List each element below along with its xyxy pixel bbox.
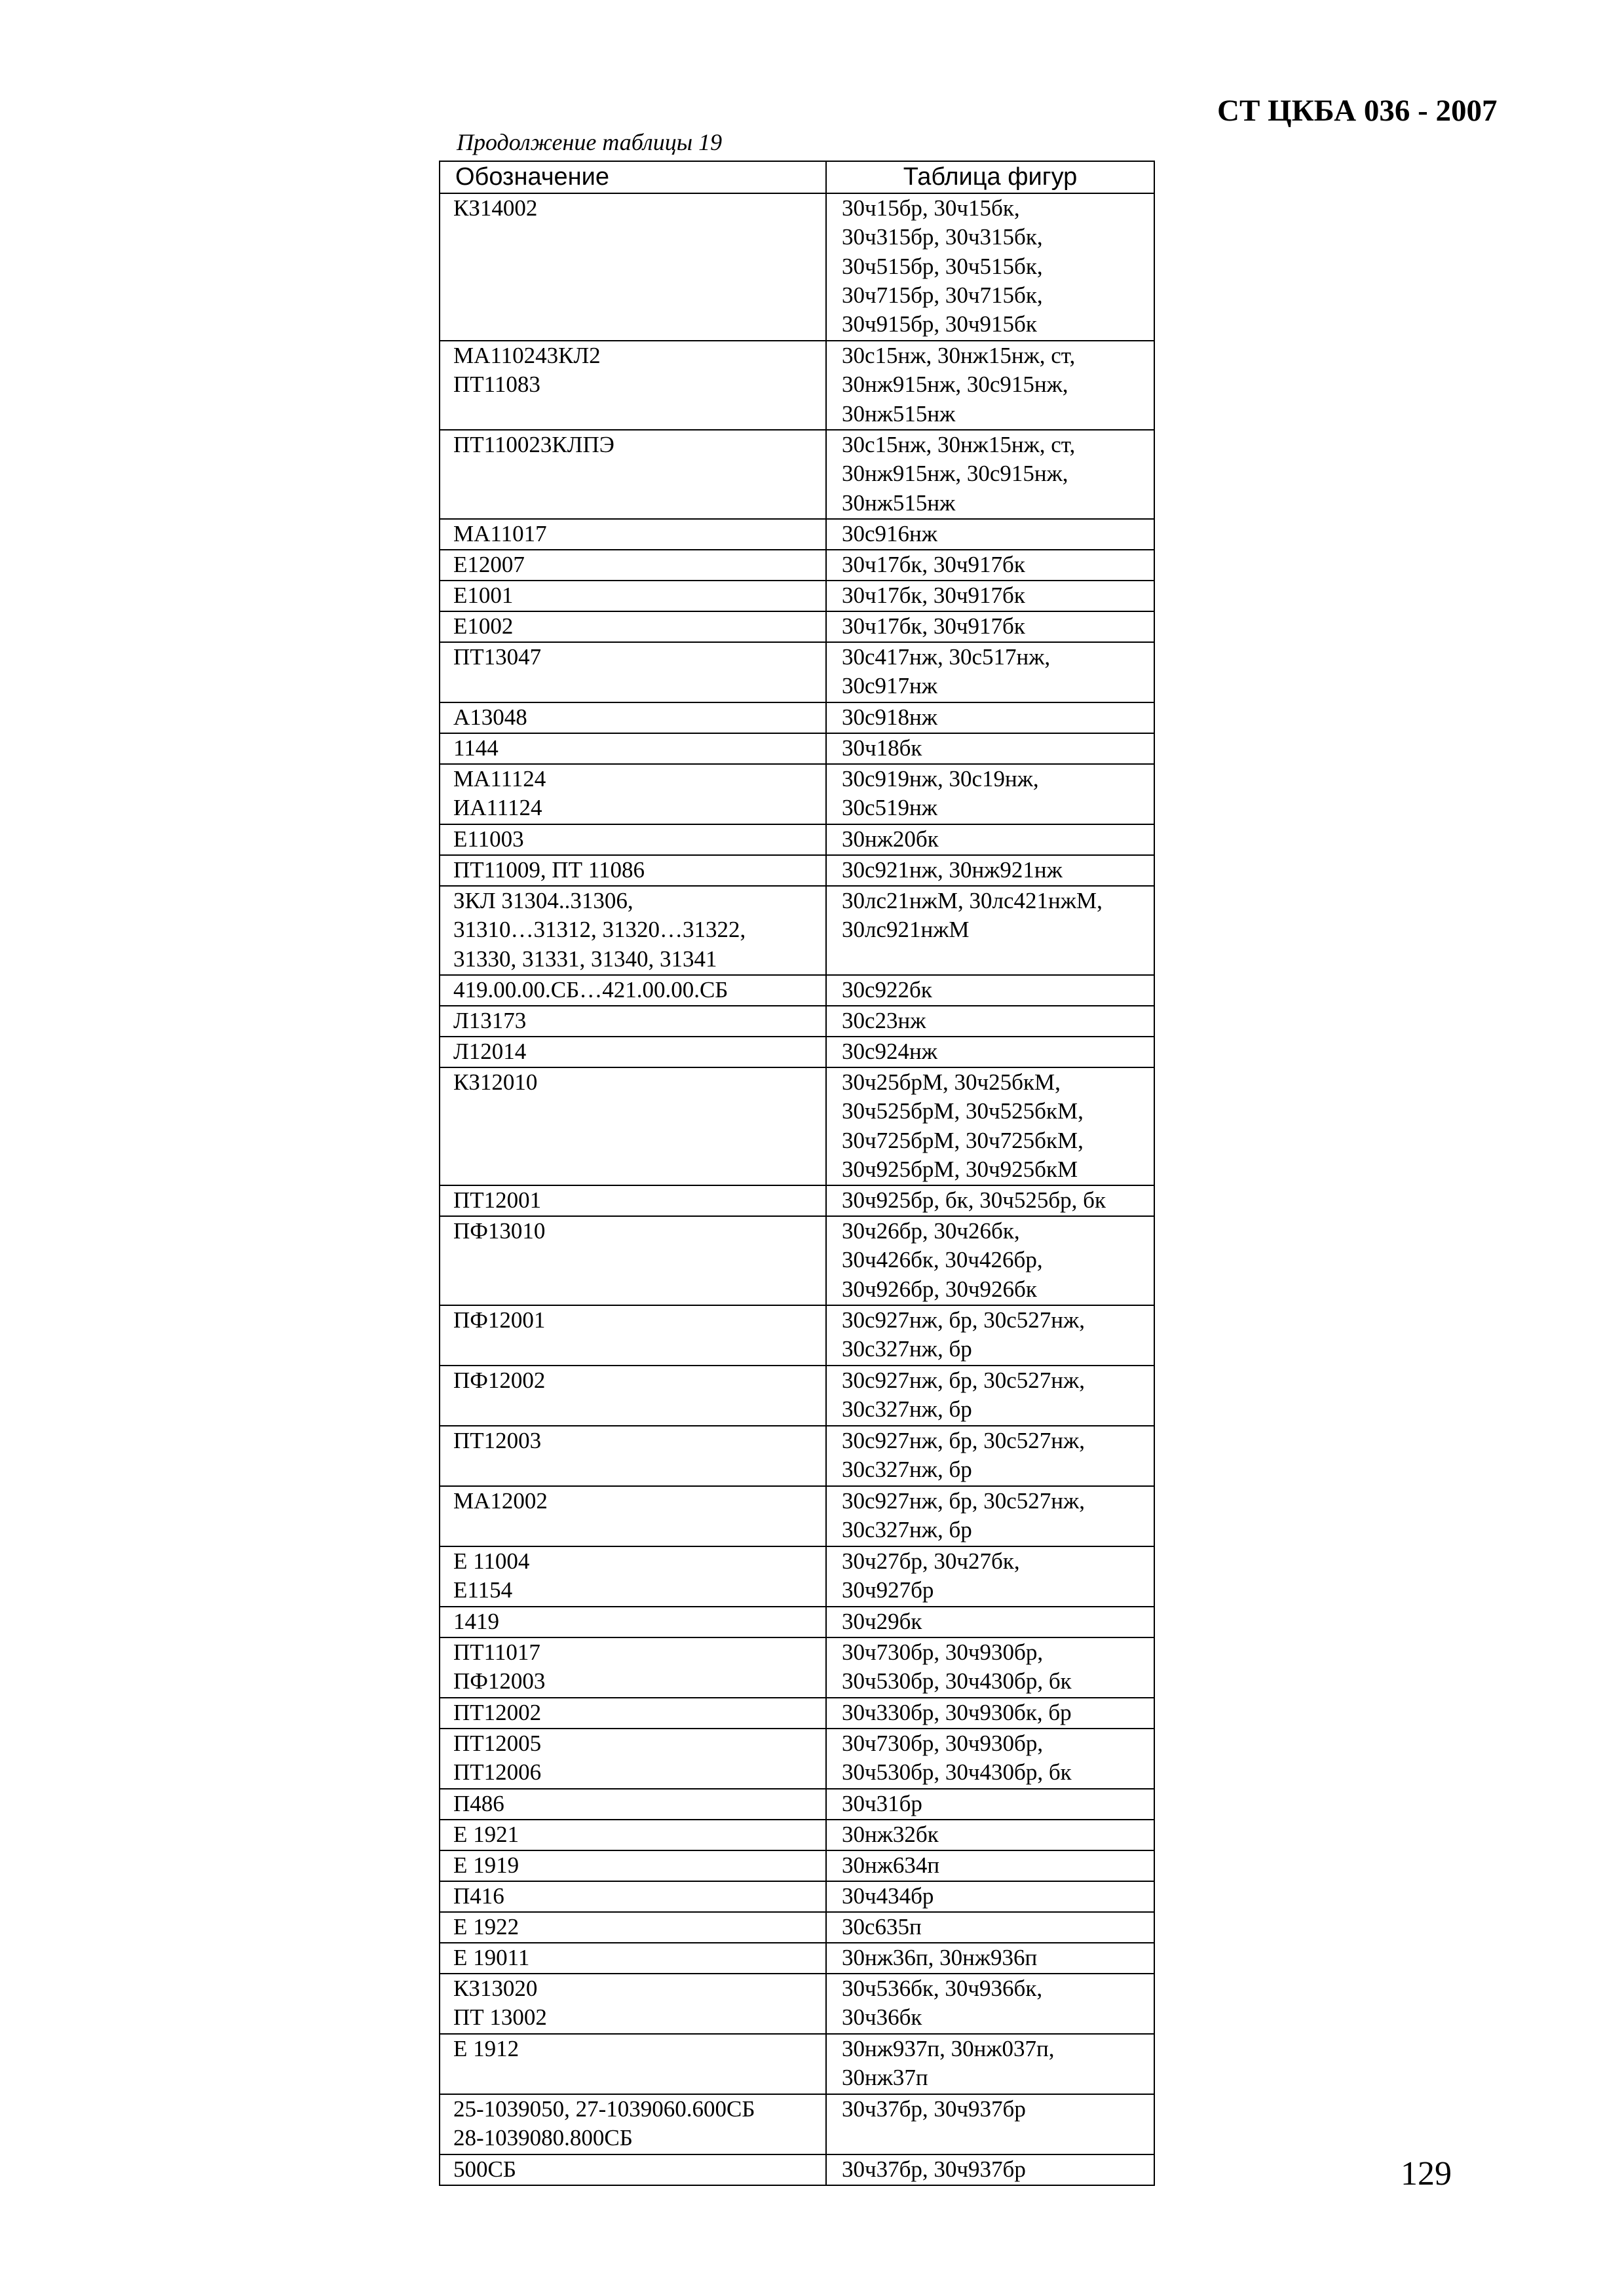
figures-text: 30нж36п, 30нж936п xyxy=(842,1945,1038,1970)
figures-cell xyxy=(826,1881,1154,1912)
figures-text: 30ч730бр, 30ч930бр, xyxy=(842,1639,1044,1665)
table-row xyxy=(440,1850,1154,1881)
table-row xyxy=(440,1912,1154,1943)
designation-text: 31310…31312, 31320…31322, xyxy=(453,917,746,943)
figures-cell xyxy=(826,193,1154,341)
figures-text: 30ч536бк, 30ч936бк, xyxy=(842,1976,1043,2001)
table-row xyxy=(440,1943,1154,1974)
figures-cell xyxy=(826,581,1154,611)
table-row xyxy=(440,193,1154,341)
designation-cell xyxy=(440,1486,826,1546)
figures-text: 30ч434бр xyxy=(842,1883,934,1909)
figures-text: 30ч31бр xyxy=(842,1791,922,1816)
designation-text: 1419 xyxy=(453,1609,499,1634)
designation-text: Е 11004 xyxy=(453,1548,530,1574)
table-row xyxy=(440,550,1154,581)
table-row xyxy=(440,1037,1154,1067)
figures-text: 30с519нж xyxy=(842,795,937,821)
figures-text: 30ч530бр, 30ч430бр, бк xyxy=(842,1668,1072,1694)
figures-text: 30лс21нжМ, 30лс421нжМ, xyxy=(842,888,1103,913)
figures-cell xyxy=(826,1426,1154,1486)
designation-text: Е 1922 xyxy=(453,1914,519,1940)
figures-text: 30с15нж, 30нж15нж, ст, xyxy=(842,432,1076,457)
figures-text: 30с916нж xyxy=(842,521,937,546)
figures-cell xyxy=(826,1820,1154,1850)
figures-cell xyxy=(826,886,1154,975)
designation-text: ПТ11083 xyxy=(453,372,540,398)
designation-cell xyxy=(440,1974,826,2034)
designation-text: 500СБ xyxy=(453,2156,516,2182)
figures-cell xyxy=(826,1305,1154,1366)
column-header-figures: Таблица фигур xyxy=(826,161,1154,193)
figures-text: 30с917нж xyxy=(842,673,937,699)
designation-text: Л13173 xyxy=(453,1008,527,1033)
designation-cell xyxy=(440,1006,826,1037)
figures-cell xyxy=(826,1637,1154,1698)
designation-cell xyxy=(440,581,826,611)
figures-text: 30с327нж, бр xyxy=(842,1457,972,1483)
table-row xyxy=(440,1607,1154,1637)
designation-text: Е1154 xyxy=(453,1577,513,1603)
figures-text: 30ч37бр, 30ч937бр xyxy=(842,2096,1026,2122)
table-row xyxy=(440,1185,1154,1216)
figures-text: 30нж515нж xyxy=(842,489,956,516)
figures-text: 30ч26бр, 30ч26бк, xyxy=(842,1218,1020,1244)
figures-cell xyxy=(826,1006,1154,1037)
designation-text: Е1001 xyxy=(453,583,514,608)
designation-cell xyxy=(440,975,826,1006)
table-row xyxy=(440,764,1154,824)
table-row xyxy=(440,581,1154,611)
designation-text: МА110243КЛ2 xyxy=(453,343,601,368)
table-row xyxy=(440,733,1154,764)
table-body xyxy=(440,193,1154,2185)
designation-cell xyxy=(440,1943,826,1974)
figures-text: 30ч18бк xyxy=(842,735,922,761)
designation-text: Е11003 xyxy=(453,826,524,852)
figures-cell xyxy=(826,2034,1154,2094)
figures-text: 30ч515бр, 30ч515бк, xyxy=(842,253,1043,279)
figures-text: 30лс921нжМ xyxy=(842,917,970,943)
table-row xyxy=(440,519,1154,550)
figures-text: 30с918нж xyxy=(842,704,937,730)
figures-cell xyxy=(826,1943,1154,1974)
figures-cell xyxy=(826,1607,1154,1637)
figures-text: 30ч530бр, 30ч430бр, бк xyxy=(842,1759,1072,1786)
figures-text: 30нж915нж, 30с915нж, xyxy=(842,461,1068,487)
figures-text: 30с15нж, 30нж15нж, ст, xyxy=(842,343,1076,368)
figures-text: 30ч29бк xyxy=(842,1609,922,1634)
figures-text: 30ч715бр, 30ч715бк, xyxy=(842,282,1043,308)
designation-cell xyxy=(440,1037,826,1067)
table-row xyxy=(440,1698,1154,1729)
table-row xyxy=(440,1974,1154,2034)
figures-text: 30ч17бк, 30ч917бк xyxy=(842,583,1025,608)
designation-text: Е1002 xyxy=(453,613,514,639)
designation-text: МА12002 xyxy=(453,1488,548,1514)
figures-text: 30нж634п xyxy=(842,1852,940,1878)
figures-cell xyxy=(826,1037,1154,1067)
designation-text: Е 19011 xyxy=(453,1945,530,1970)
designation-cell xyxy=(440,1067,826,1185)
figures-cell xyxy=(826,1789,1154,1820)
designation-text: Е 1919 xyxy=(453,1852,519,1878)
figures-cell xyxy=(826,1729,1154,1789)
designation-text: 1144 xyxy=(453,735,499,761)
designation-text: КЗ12010 xyxy=(453,1069,538,1095)
figures-cell xyxy=(826,1850,1154,1881)
designation-cell xyxy=(440,642,826,702)
column-header-designation: Обозначение xyxy=(440,161,826,193)
table-row xyxy=(440,611,1154,642)
designation-cell xyxy=(440,886,826,975)
designation-text: ПТ12003 xyxy=(453,1428,542,1453)
designation-cell xyxy=(440,2154,826,2185)
designation-text: ПТ11009, ПТ 11086 xyxy=(453,857,645,883)
designation-text: КЗ14002 xyxy=(453,195,538,221)
figures-cell xyxy=(826,519,1154,550)
figures-text: 30ч725брМ, 30ч725бкМ, xyxy=(842,1127,1084,1153)
designation-text: МА11017 xyxy=(453,521,547,546)
table-row xyxy=(440,2094,1154,2154)
figures-text: 30с927нж, бр, 30с527нж, xyxy=(842,1488,1085,1514)
designation-cell xyxy=(440,764,826,824)
figures-cell xyxy=(826,2094,1154,2154)
figures-table xyxy=(439,161,1155,2186)
table-row xyxy=(440,1789,1154,1820)
designation-text: ПТ110023КЛПЭ xyxy=(453,432,614,457)
table-row xyxy=(440,1486,1154,1546)
designation-cell xyxy=(440,519,826,550)
designation-text: Е12007 xyxy=(453,552,525,577)
figures-cell xyxy=(826,702,1154,733)
designation-text: 28-1039080.800СБ xyxy=(453,2125,633,2151)
figures-cell xyxy=(826,1912,1154,1943)
designation-cell xyxy=(440,1366,826,1426)
table-row xyxy=(440,642,1154,702)
designation-cell xyxy=(440,1546,826,1607)
designation-cell xyxy=(440,733,826,764)
designation-cell xyxy=(440,1881,826,1912)
figures-cell xyxy=(826,1698,1154,1729)
table-row xyxy=(440,1216,1154,1305)
designation-cell xyxy=(440,550,826,581)
designation-cell xyxy=(440,1912,826,1943)
designation-cell xyxy=(440,1185,826,1216)
figures-cell xyxy=(826,1546,1154,1607)
designation-cell xyxy=(440,1729,826,1789)
designation-text: ПТ 13002 xyxy=(453,2004,547,2031)
designation-text: ПТ11017 xyxy=(453,1639,540,1665)
figures-cell xyxy=(826,341,1154,430)
designation-text: Л12014 xyxy=(453,1039,527,1064)
figures-cell xyxy=(826,550,1154,581)
designation-text: 31330, 31331, 31340, 31341 xyxy=(453,946,717,972)
designation-text: КЗ13020 xyxy=(453,1976,538,2001)
designation-text: ПТ12001 xyxy=(453,1187,542,1213)
designation-text: А13048 xyxy=(453,704,527,730)
table-row xyxy=(440,1881,1154,1912)
figures-text: 30ч925бр, бк, 30ч525бр, бк xyxy=(842,1187,1106,1213)
figures-text: 30с327нж, бр xyxy=(842,1517,972,1543)
figures-text: 30с927нж, бр, 30с527нж, xyxy=(842,1368,1085,1393)
designation-text: ПТ12005 xyxy=(453,1731,542,1756)
table-row xyxy=(440,1006,1154,1037)
figures-text: 30ч17бк, 30ч917бк xyxy=(842,552,1025,577)
table-row xyxy=(440,341,1154,430)
designation-cell xyxy=(440,855,826,886)
figures-text: 30ч926бр, 30ч926бк xyxy=(842,1276,1037,1302)
table-row xyxy=(440,1729,1154,1789)
table-row xyxy=(440,855,1154,886)
designation-cell xyxy=(440,611,826,642)
designation-cell xyxy=(440,341,826,430)
designation-text: 25-1039050, 27-1039060.600СБ xyxy=(453,2096,755,2122)
table-row xyxy=(440,2154,1154,2185)
figures-text: 30с327нж, бр xyxy=(842,1396,972,1423)
figures-text: 30ч426бк, 30ч426бр, xyxy=(842,1247,1043,1273)
designation-text: П486 xyxy=(453,1791,504,1816)
figures-cell xyxy=(826,611,1154,642)
designation-text: 419.00.00.СБ…421.00.00.СБ xyxy=(453,977,728,1003)
figures-cell xyxy=(826,1366,1154,1426)
designation-cell xyxy=(440,1789,826,1820)
figures-text: 30нж32бк xyxy=(842,1822,939,1847)
figures-text: 30ч925брМ, 30ч925бкМ xyxy=(842,1156,1078,1182)
table-row xyxy=(440,2034,1154,2094)
designation-text: ИА11124 xyxy=(453,795,542,821)
figures-text: 30ч525брМ, 30ч525бкМ, xyxy=(842,1098,1084,1124)
figures-cell xyxy=(826,1216,1154,1305)
designation-cell xyxy=(440,1216,826,1305)
figures-text: 30с919нж, 30с19нж, xyxy=(842,766,1039,792)
figures-cell xyxy=(826,855,1154,886)
designation-cell xyxy=(440,1607,826,1637)
figures-text: 30ч27бр, 30ч27бк, xyxy=(842,1548,1020,1574)
designation-text: ПТ12006 xyxy=(453,1759,542,1786)
figures-text: 30ч315бр, 30ч315бк, xyxy=(842,224,1043,250)
figures-cell xyxy=(826,824,1154,855)
figures-cell xyxy=(826,975,1154,1006)
designation-cell xyxy=(440,1820,826,1850)
figures-text: 30ч36бк xyxy=(842,2004,922,2031)
figures-text: 30с927нж, бр, 30с527нж, xyxy=(842,1428,1085,1453)
figures-cell xyxy=(826,2154,1154,2185)
figures-cell xyxy=(826,764,1154,824)
figures-cell xyxy=(826,733,1154,764)
designation-cell xyxy=(440,1850,826,1881)
table-row xyxy=(440,886,1154,975)
table-row xyxy=(440,430,1154,519)
table-row xyxy=(440,1366,1154,1426)
figures-text: 30с23нж xyxy=(842,1008,926,1033)
designation-cell xyxy=(440,193,826,341)
designation-text: Е 1912 xyxy=(453,2036,519,2061)
figures-text: 30ч25брМ, 30ч25бкМ, xyxy=(842,1069,1061,1095)
designation-text: ПТ12002 xyxy=(453,1700,542,1725)
table-row xyxy=(440,1426,1154,1486)
designation-text: ЗКЛ 31304..31306, xyxy=(453,888,633,913)
designation-cell xyxy=(440,824,826,855)
figures-text: 30нж37п xyxy=(842,2065,928,2091)
table-row xyxy=(440,975,1154,1006)
figures-text: 30ч915бр, 30ч915бк xyxy=(842,311,1037,337)
designation-cell xyxy=(440,2094,826,2154)
designation-cell xyxy=(440,1698,826,1729)
figures-text: 30нж937п, 30нж037п, xyxy=(842,2036,1055,2061)
table-row xyxy=(440,1637,1154,1698)
designation-text: ПФ12002 xyxy=(453,1368,546,1393)
figures-text: 30ч927бр xyxy=(842,1577,934,1603)
figures-text: 30ч730бр, 30ч930бр, xyxy=(842,1731,1044,1756)
figures-text: 30с924нж xyxy=(842,1039,937,1064)
figures-text: 30ч37бр, 30ч937бр xyxy=(842,2156,1026,2182)
figures-cell xyxy=(826,1974,1154,2034)
table-header-row xyxy=(440,161,1154,193)
designation-text: ПФ12003 xyxy=(453,1668,546,1694)
figures-text: 30с417нж, 30с517нж, xyxy=(842,644,1051,670)
figures-cell xyxy=(826,1067,1154,1185)
table-row xyxy=(440,824,1154,855)
table-row xyxy=(440,1546,1154,1607)
table-row xyxy=(440,1067,1154,1185)
figures-text: 30ч330бр, 30ч930бк, бр xyxy=(842,1700,1072,1725)
designation-text: ПФ13010 xyxy=(453,1218,546,1244)
figures-text: 30нж515нж xyxy=(842,400,956,427)
table-row xyxy=(440,1305,1154,1366)
figures-text: 30ч15бр, 30ч15бк, xyxy=(842,195,1020,221)
figures-text: 30с921нж, 30нж921нж xyxy=(842,857,1063,883)
figures-cell xyxy=(826,1486,1154,1546)
figures-text: 30нж20бк xyxy=(842,826,939,852)
figures-text: 30с327нж, бр xyxy=(842,1336,972,1362)
designation-text: МА11124 xyxy=(453,766,546,792)
designation-text: Е 1921 xyxy=(453,1822,519,1847)
figures-cell xyxy=(826,642,1154,702)
table-row xyxy=(440,1820,1154,1850)
figures-text: 30с927нж, бр, 30с527нж, xyxy=(842,1307,1085,1333)
designation-cell xyxy=(440,1637,826,1698)
figures-text: 30ч17бк, 30ч917бк xyxy=(842,613,1025,639)
designation-text: ПТ13047 xyxy=(453,644,542,670)
designation-cell xyxy=(440,430,826,519)
designation-cell xyxy=(440,2034,826,2094)
designation-cell xyxy=(440,1305,826,1366)
figures-text: 30нж915нж, 30с915нж, xyxy=(842,372,1068,398)
table-row xyxy=(440,702,1154,733)
figures-text: 30с635п xyxy=(842,1914,922,1940)
table-caption: Продолжение таблицы 19 xyxy=(457,129,723,155)
designation-cell xyxy=(440,702,826,733)
page-number: 129 xyxy=(1401,2155,1452,2192)
designation-cell xyxy=(440,1426,826,1486)
figures-text: 30с922бк xyxy=(842,977,932,1003)
figures-cell xyxy=(826,430,1154,519)
document-code: СТ ЦКБА 036 - 2007 xyxy=(1217,94,1498,128)
designation-text: П416 xyxy=(453,1883,504,1909)
designation-text: ПФ12001 xyxy=(453,1307,546,1333)
figures-cell xyxy=(826,1185,1154,1216)
